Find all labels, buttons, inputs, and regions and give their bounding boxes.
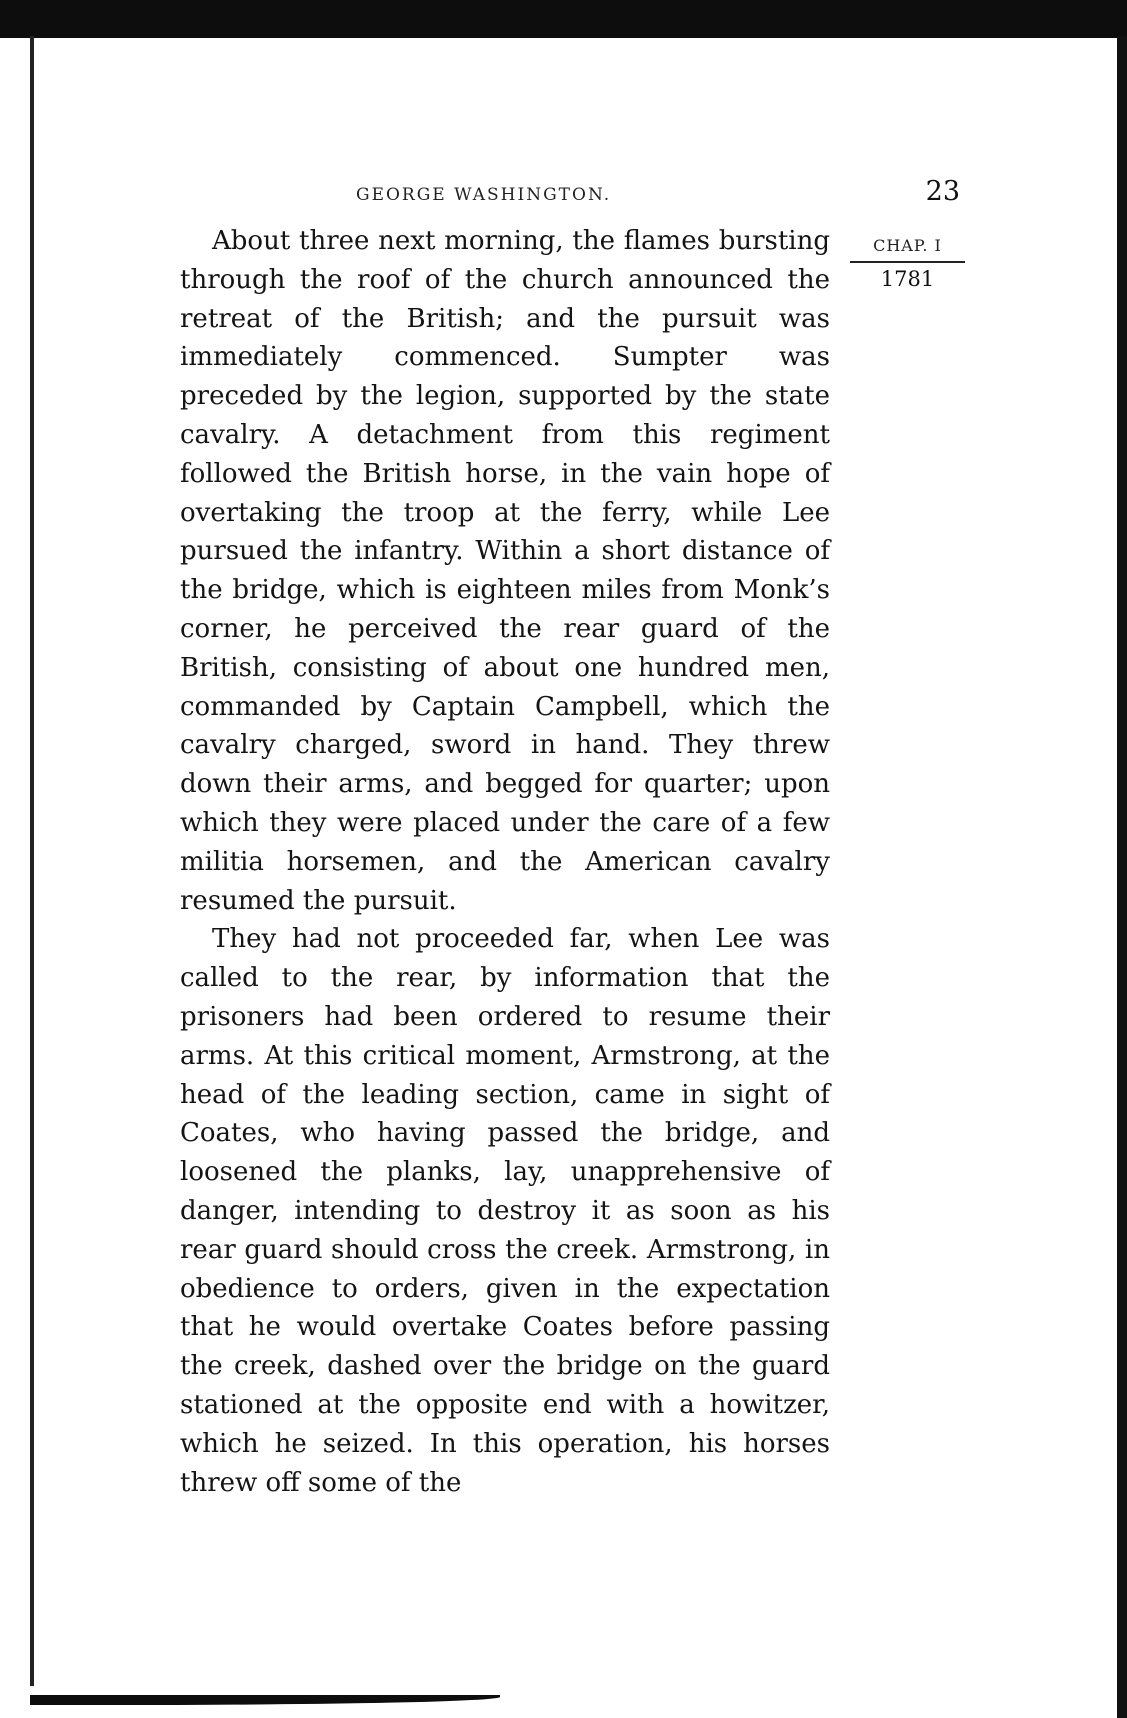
margin-rule xyxy=(850,261,965,263)
paragraph-2: They had not proceeded far, when Lee was called to the rear, by information that the prisoners had been ordered to resume their arms. At this critical moment, Armstrong, at the head of the leading section, came in sight of Coates, who having passed the bridge, and loosened the planks, lay, unapprehensive of danger, intending to destroy it as soon as his rear guard should cross the creek. Armstrong, in obedience to orders, given in the expectation that he would overtake Coates before passing the creek, dashed over the bridge on the guard stationed at the opposite end with a howitzer, which he seized. In this operation, his horses threw off some of the xyxy=(180,924,830,1498)
page-number: 23 xyxy=(925,176,960,207)
margin-note xyxy=(850,236,965,291)
scan-left-edge xyxy=(30,36,34,1686)
scan-right-edge xyxy=(1117,36,1127,1718)
margin-year: 1781 xyxy=(880,267,935,291)
body-text xyxy=(180,222,830,1502)
running-head-title: GEORGE WASHINGTON. xyxy=(356,185,612,205)
paragraph-1: About three next morning, the flames bursting through the roof of the church announced the retreat of the British; and the pursuit was immediately commenced. Sumpter was preceded by the legion, supported by the state cavalry. A detachment from this regiment followed the British horse, in the vain hope of overtaking the troop at the ferry, while Lee pursued the infantry. Within a short distance of the bridge, which is eighteen miles from Monk’s corner, he perceived the rear guard of the British, consisting of about one hundred men, commanded by Captain Campbell, which the cavalry charged, sword in hand. They threw down their arms, and begged for quarter; upon which they were placed under the care of a few militia horsemen, and the American cavalry resumed the pursuit. xyxy=(180,226,830,916)
chapter-label: CHAP. I xyxy=(873,236,942,255)
running-head xyxy=(180,176,980,216)
scan-bottom-border xyxy=(30,1695,500,1705)
scan-top-border xyxy=(0,0,1127,38)
